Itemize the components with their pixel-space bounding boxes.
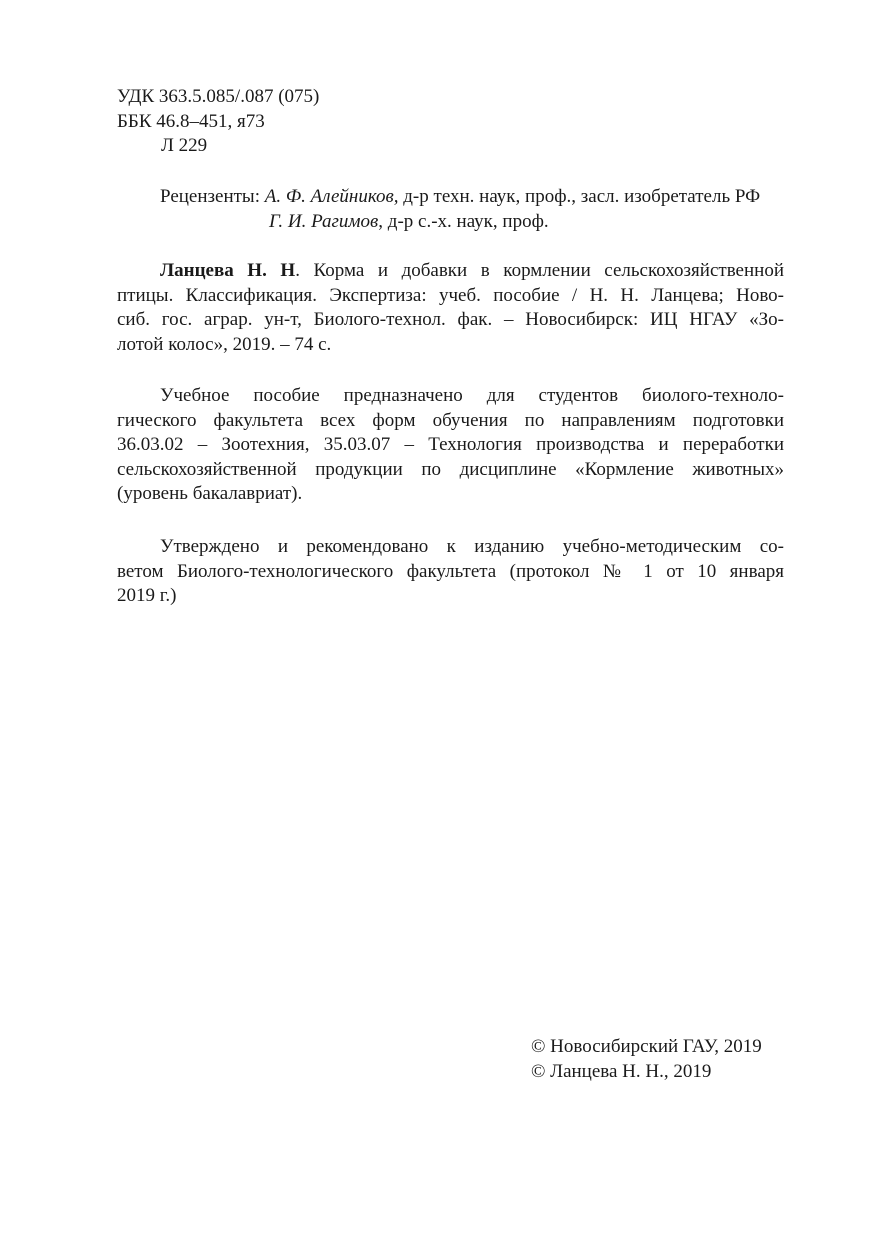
citation-line: Ланцева Н. Н. Корма и добавки в кормлении сельскохозяйственной bbox=[160, 260, 784, 281]
bbk-code: ББК 46.8–451, я73 bbox=[117, 110, 265, 132]
reviewer-line-2 bbox=[160, 210, 760, 235]
bibliographic-citation bbox=[117, 259, 784, 357]
annotation-line: сельскохозяйственной продукции по дисциплине «Кормление животных» bbox=[117, 458, 784, 480]
catalog-codes bbox=[117, 85, 319, 159]
annotation-line: (уровень бакалавриат). bbox=[117, 483, 303, 504]
reviewer-line-1 bbox=[160, 185, 760, 210]
approval-line: ветом Биолого-технологического факультета (протокол № 1 от 10 января bbox=[117, 560, 784, 582]
approval-line: 2019 г.) bbox=[117, 585, 177, 606]
udk-code: УДК 363.5.085/.087 (075) bbox=[117, 86, 320, 107]
reviewers-label: Рецензенты: bbox=[160, 186, 265, 207]
approval-note bbox=[117, 535, 784, 609]
reviewer-1-name: А. Ф. Алейников, bbox=[264, 186, 399, 207]
copyright-publisher: © Новосибирский ГАУ, 2019 bbox=[531, 1036, 762, 1057]
approval-line: Утверждено и рекомендовано к изданию учебно-методическим со- bbox=[160, 536, 784, 557]
author-mark: Л 229 bbox=[161, 135, 208, 156]
copyright-author: © Ланцева Н. Н., 2019 bbox=[531, 1060, 712, 1082]
citation-line: сиб. гос. аграр. ун-т, Биолого-технол. фак. – Новосибирск: ИЦ НГАУ «Зо- bbox=[117, 309, 784, 330]
citation-line: лотой колос», 2019. – 74 с. bbox=[117, 333, 332, 355]
reviewer-2-title: , д-р с.-х. наук, проф. bbox=[378, 210, 549, 232]
annotation-line: гического факультета всех форм обучения по направлениям подготовки bbox=[117, 409, 784, 431]
reviewer-1-title: д-р техн. наук, проф., засл. изобретатель РФ bbox=[398, 186, 761, 207]
copyright-block bbox=[531, 1035, 762, 1084]
annotation-line: 36.03.02 – Зоотехния, 35.03.07 – Технология производства и переработки bbox=[117, 434, 784, 455]
reviewer-2-name: Г. И. Рагимов bbox=[269, 210, 379, 232]
citation-line: птицы. Классификация. Экспертиза: учеб. пособие / Н. Н. Ланцева; Ново- bbox=[117, 284, 784, 306]
reviewers bbox=[160, 185, 760, 234]
citation-author: Ланцева Н. Н bbox=[160, 260, 296, 281]
annotation bbox=[117, 384, 784, 507]
annotation-line: Учебное пособие предназначено для студентов биолого-техноло- bbox=[160, 385, 784, 406]
